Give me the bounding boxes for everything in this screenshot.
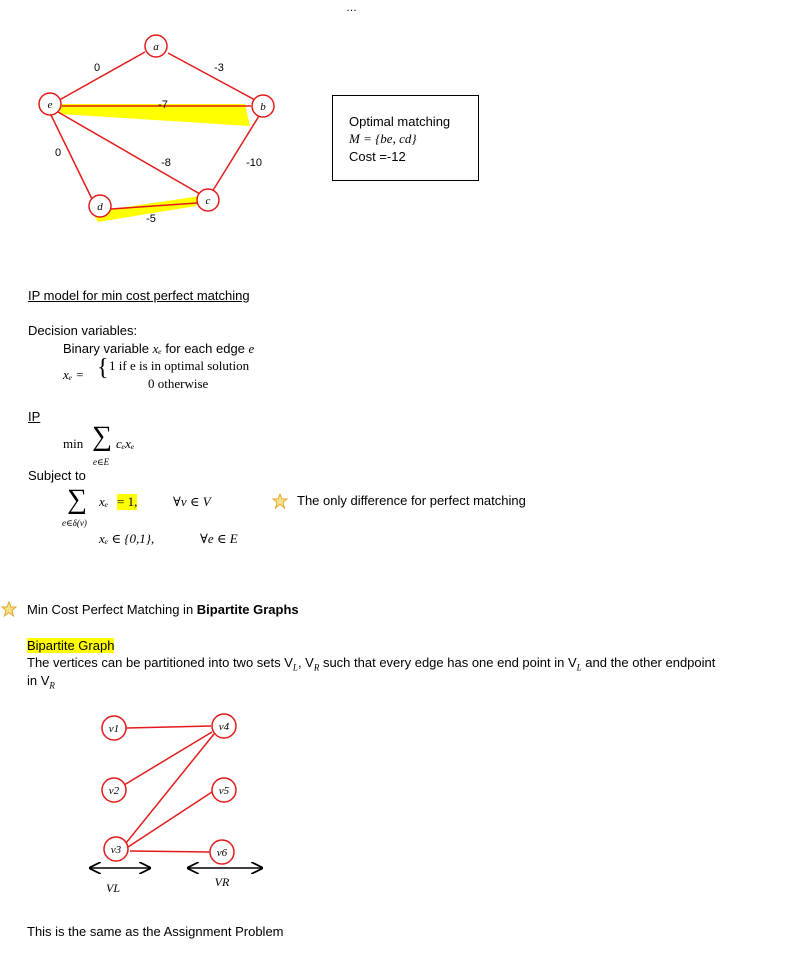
node-e-label: e: [47, 99, 53, 111]
objective-sum-symbol: ∑: [92, 421, 112, 452]
min-keyword: min: [63, 436, 84, 451]
node-v5-label: v5: [218, 785, 230, 797]
node-d-label: d: [97, 201, 103, 213]
ip-heading: IP model for min cost perfect matching: [28, 288, 250, 303]
binary-variable-line: Binary variable xₑ for each edge e: [63, 341, 255, 356]
node-v3-label: v3: [110, 844, 122, 856]
assignment-footer: This is the same as the Assignment Problem: [27, 924, 284, 939]
objective-term: cₑxₑ: [116, 436, 135, 451]
definition-case-1: 1 if e is in optimal solution: [109, 358, 250, 373]
optimal-title: Optimal matching: [349, 114, 451, 129]
weight-ed: 0: [54, 147, 62, 159]
bipartite-subheading: Bipartite Graph: [27, 638, 115, 653]
weight-eb: -7: [158, 99, 168, 111]
top-ellipsis: …: [346, 2, 357, 14]
edge-v1-v4: [126, 726, 211, 728]
matching-graph: [0, 0, 330, 240]
constraint-term: xₑ: [99, 494, 109, 509]
brace-symbol: {: [97, 355, 109, 381]
edge-v2-v4: [124, 732, 212, 785]
edge-v3-v4: [126, 734, 214, 843]
weight-ab: -3: [214, 62, 224, 74]
right-set-label: VR: [214, 875, 230, 889]
node-c-label: c: [205, 195, 211, 207]
node-v2-label: v2: [108, 785, 120, 797]
optimal-cost: Cost =-12: [349, 149, 406, 164]
weight-dc: -5: [146, 213, 156, 225]
constraint-subscript: e∈δ(v): [62, 518, 87, 528]
edge-ea: [54, 52, 145, 103]
bipartite-graph: [0, 700, 320, 900]
optimal-matching-box: [332, 95, 479, 181]
edge-bc: [212, 116, 259, 192]
node-b-label: b: [260, 101, 266, 113]
highlight-edge-be: [60, 104, 250, 126]
edge-v3-v5: [128, 792, 212, 847]
constraint-equals-one: = 1,: [117, 494, 138, 509]
definition-lhs: xₑ =: [63, 367, 85, 382]
decision-variables-label: Decision variables:: [28, 323, 138, 338]
constraint-sum-symbol: ∑: [67, 484, 87, 515]
binary-domain: xₑ ∈ {0,1},: [99, 531, 155, 546]
weight-ec: -8: [161, 157, 171, 169]
optimal-matching-set: M = {be, cd}: [349, 131, 417, 146]
node-a-label: a: [153, 41, 159, 53]
constraint-forall: ∀v ∈ V: [173, 494, 211, 509]
weight-bc: -10: [246, 157, 262, 169]
definition-case-2: 0 otherwise: [148, 376, 209, 391]
node-v4-label: v4: [218, 721, 230, 733]
left-set-label: VL: [105, 881, 121, 895]
node-v1-label: v1: [108, 723, 120, 735]
weight-ea: 0: [93, 62, 101, 74]
node-v6-label: v6: [216, 847, 228, 859]
star-icon: [272, 493, 288, 509]
star-icon: [1, 601, 17, 617]
ip-label: IP: [28, 409, 41, 424]
bipartite-description-line1: The vertices can be partitioned into two sets $V_L$, $V_R$ such that every edge has one end point in $V_L$ and the other endpoint: [27, 655, 716, 673]
subject-to-label: Subject to: [28, 468, 86, 483]
perfect-matching-note: The only difference for perfect matching: [297, 493, 526, 508]
bipartite-description-line2: in $V_R$: [27, 673, 55, 691]
edge-ec: [58, 112, 200, 194]
bipartite-heading: Min Cost Perfect Matching in Bipartite Graphs: [27, 602, 299, 617]
edge-v3-v6: [130, 851, 210, 852]
objective-subscript: e∈E: [93, 457, 110, 467]
edge-ab: [168, 53, 255, 100]
binary-forall: ∀e ∈ E: [200, 531, 238, 546]
